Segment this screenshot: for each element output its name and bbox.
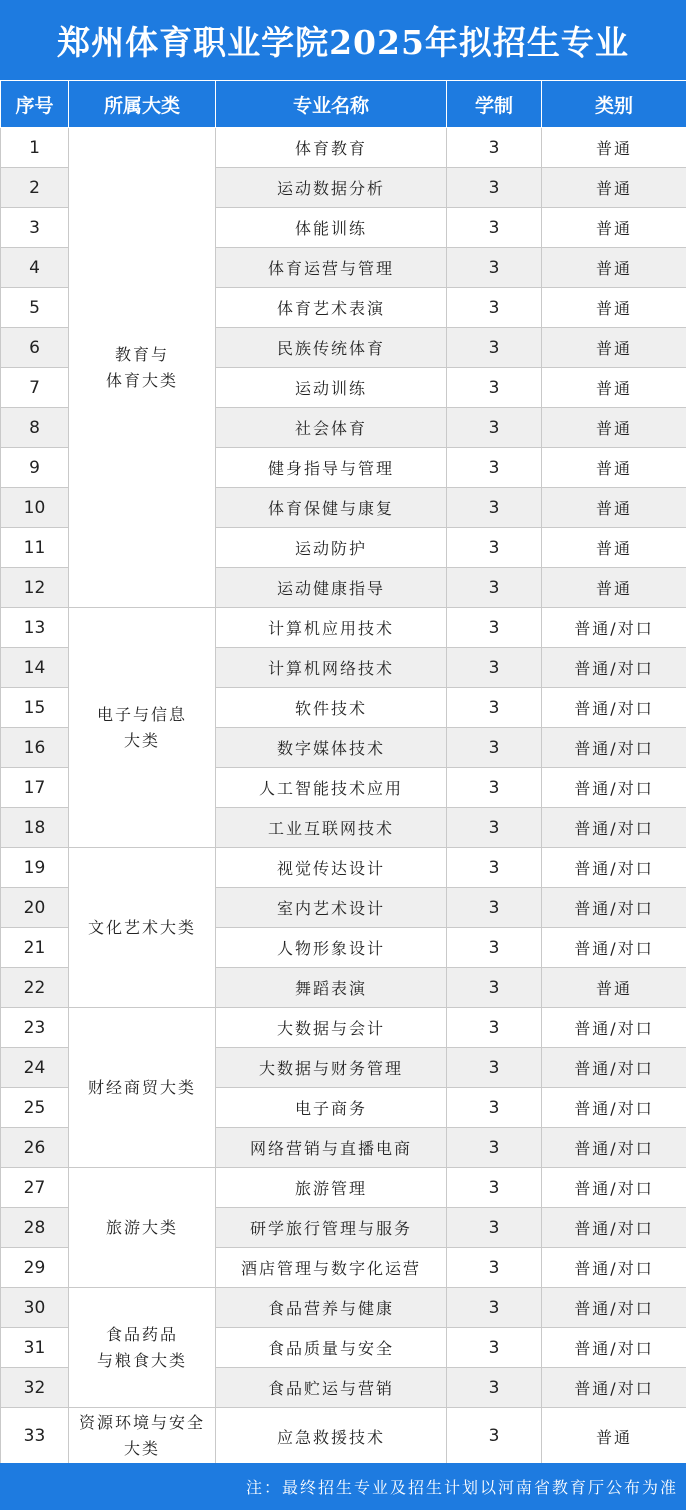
row-number: 7 (1, 368, 69, 408)
study-years: 3 (447, 808, 542, 848)
major-name: 计算机应用技术 (216, 608, 447, 648)
row-number: 15 (1, 688, 69, 728)
major-name: 运动健康指导 (216, 568, 447, 608)
category-cell: 文化艺术大类 (69, 848, 216, 1008)
study-years: 3 (447, 968, 542, 1008)
category-cell: 旅游大类 (69, 1168, 216, 1288)
header-years: 学制 (447, 81, 542, 128)
study-years: 3 (447, 688, 542, 728)
study-years: 3 (447, 328, 542, 368)
study-years: 3 (447, 368, 542, 408)
row-number: 10 (1, 488, 69, 528)
row-number: 18 (1, 808, 69, 848)
study-years: 3 (447, 128, 542, 168)
major-name: 人物形象设计 (216, 928, 447, 968)
row-number: 9 (1, 448, 69, 488)
enrollment-type: 普通/对口 (542, 688, 686, 728)
row-number: 6 (1, 328, 69, 368)
enrollment-type: 普通/对口 (542, 608, 686, 648)
enrollment-type: 普通/对口 (542, 1368, 686, 1408)
major-name: 社会体育 (216, 408, 447, 448)
row-number: 26 (1, 1128, 69, 1168)
table-row (1, 848, 686, 888)
row-number: 33 (1, 1408, 69, 1465)
row-number: 23 (1, 1008, 69, 1048)
table-row (1, 128, 686, 168)
study-years: 3 (447, 1208, 542, 1248)
enrollment-type: 普通 (542, 208, 686, 248)
enrollment-type: 普通 (542, 1408, 686, 1465)
major-name: 体能训练 (216, 208, 447, 248)
category-cell: 电子与信息 大类 (69, 608, 216, 848)
major-name: 应急救援技术 (216, 1408, 447, 1465)
row-number: 19 (1, 848, 69, 888)
enrollment-type: 普通 (542, 368, 686, 408)
row-number: 12 (1, 568, 69, 608)
enrollment-type: 普通/对口 (542, 648, 686, 688)
study-years: 3 (447, 168, 542, 208)
enrollment-type: 普通/对口 (542, 1048, 686, 1088)
category-cell: 资源环境与安全 大类 (69, 1408, 216, 1465)
enrollment-type: 普通 (542, 248, 686, 288)
row-number: 13 (1, 608, 69, 648)
enrollment-type: 普通/对口 (542, 848, 686, 888)
enrollment-type: 普通 (542, 128, 686, 168)
study-years: 3 (447, 1048, 542, 1088)
row-number: 4 (1, 248, 69, 288)
header-no: 序号 (1, 81, 69, 128)
row-number: 14 (1, 648, 69, 688)
study-years: 3 (447, 488, 542, 528)
page-title: 郑州体育职业学院2025年拟招生专业 (0, 0, 686, 80)
row-number: 31 (1, 1328, 69, 1368)
major-name: 数字媒体技术 (216, 728, 447, 768)
enrollment-type: 普通/对口 (542, 888, 686, 928)
row-number: 27 (1, 1168, 69, 1208)
row-number: 28 (1, 1208, 69, 1248)
major-name: 运动训练 (216, 368, 447, 408)
major-name: 舞蹈表演 (216, 968, 447, 1008)
major-name: 体育教育 (216, 128, 447, 168)
major-name: 视觉传达设计 (216, 848, 447, 888)
row-number: 16 (1, 728, 69, 768)
study-years: 3 (447, 248, 542, 288)
study-years: 3 (447, 568, 542, 608)
study-years: 3 (447, 1168, 542, 1208)
row-number: 24 (1, 1048, 69, 1088)
major-name: 研学旅行管理与服务 (216, 1208, 447, 1248)
major-name: 酒店管理与数字化运营 (216, 1248, 447, 1288)
study-years: 3 (447, 1288, 542, 1328)
table-header-row (1, 81, 686, 128)
row-number: 20 (1, 888, 69, 928)
row-number: 2 (1, 168, 69, 208)
major-name: 运动数据分析 (216, 168, 447, 208)
study-years: 3 (447, 768, 542, 808)
enrollment-type: 普通/对口 (542, 768, 686, 808)
major-name: 健身指导与管理 (216, 448, 447, 488)
study-years: 3 (447, 288, 542, 328)
enrollment-type: 普通/对口 (542, 1248, 686, 1288)
row-number: 3 (1, 208, 69, 248)
major-name: 运动防护 (216, 528, 447, 568)
enrollment-type: 普通 (542, 488, 686, 528)
enrollment-type: 普通 (542, 568, 686, 608)
major-name: 大数据与财务管理 (216, 1048, 447, 1088)
table-row (1, 1288, 686, 1328)
row-number: 11 (1, 528, 69, 568)
row-number: 25 (1, 1088, 69, 1128)
major-name: 体育运营与管理 (216, 248, 447, 288)
major-name: 工业互联网技术 (216, 808, 447, 848)
category-cell: 食品药品 与粮食大类 (69, 1288, 216, 1408)
enrollment-type: 普通/对口 (542, 1208, 686, 1248)
table-row (1, 1408, 686, 1465)
major-name: 食品质量与安全 (216, 1328, 447, 1368)
study-years: 3 (447, 608, 542, 648)
major-name: 电子商务 (216, 1088, 447, 1128)
major-name: 计算机网络技术 (216, 648, 447, 688)
row-number: 29 (1, 1248, 69, 1288)
row-number: 8 (1, 408, 69, 448)
category-cell: 财经商贸大类 (69, 1008, 216, 1168)
header-category: 所属大类 (69, 81, 216, 128)
study-years: 3 (447, 408, 542, 448)
enrollment-type: 普通/对口 (542, 928, 686, 968)
enrollment-type: 普通 (542, 448, 686, 488)
major-name: 软件技术 (216, 688, 447, 728)
enrollment-type: 普通/对口 (542, 808, 686, 848)
major-name: 体育保健与康复 (216, 488, 447, 528)
enrollment-type: 普通/对口 (542, 1168, 686, 1208)
row-number: 22 (1, 968, 69, 1008)
study-years: 3 (447, 1088, 542, 1128)
major-name: 食品营养与健康 (216, 1288, 447, 1328)
enrollment-type: 普通 (542, 968, 686, 1008)
row-number: 5 (1, 288, 69, 328)
enrollment-type: 普通/对口 (542, 1008, 686, 1048)
row-number: 1 (1, 128, 69, 168)
major-name: 旅游管理 (216, 1168, 447, 1208)
study-years: 3 (447, 728, 542, 768)
row-number: 17 (1, 768, 69, 808)
enrollment-type: 普通/对口 (542, 1288, 686, 1328)
major-name: 人工智能技术应用 (216, 768, 447, 808)
study-years: 3 (447, 928, 542, 968)
category-cell: 教育与 体育大类 (69, 128, 216, 608)
enrollment-type: 普通/对口 (542, 1128, 686, 1168)
row-number: 32 (1, 1368, 69, 1408)
study-years: 3 (447, 888, 542, 928)
major-name: 网络营销与直播电商 (216, 1128, 447, 1168)
enrollment-type: 普通 (542, 528, 686, 568)
table-row (1, 608, 686, 648)
footer-note: 注：最终招生专业及招生计划以河南省教育厅公布为准 (0, 1463, 686, 1510)
study-years: 3 (447, 1408, 542, 1465)
header-major: 专业名称 (216, 81, 447, 128)
study-years: 3 (447, 648, 542, 688)
row-number: 21 (1, 928, 69, 968)
major-name: 大数据与会计 (216, 1008, 447, 1048)
enrollment-type: 普通 (542, 288, 686, 328)
major-name: 室内艺术设计 (216, 888, 447, 928)
study-years: 3 (447, 848, 542, 888)
study-years: 3 (447, 1128, 542, 1168)
study-years: 3 (447, 1008, 542, 1048)
study-years: 3 (447, 528, 542, 568)
enrollment-type: 普通 (542, 328, 686, 368)
table-row (1, 1168, 686, 1208)
enrollment-type: 普通 (542, 168, 686, 208)
enrollment-type: 普通/对口 (542, 1088, 686, 1128)
enrollment-type: 普通/对口 (542, 728, 686, 768)
enrollment-type: 普通 (542, 408, 686, 448)
study-years: 3 (447, 1328, 542, 1368)
major-name: 食品贮运与营销 (216, 1368, 447, 1408)
study-years: 3 (447, 208, 542, 248)
study-years: 3 (447, 1248, 542, 1288)
enrollment-type: 普通/对口 (542, 1328, 686, 1368)
table-row (1, 1008, 686, 1048)
table-body (1, 128, 686, 1465)
major-name: 体育艺术表演 (216, 288, 447, 328)
study-years: 3 (447, 1368, 542, 1408)
row-number: 30 (1, 1288, 69, 1328)
study-years: 3 (447, 448, 542, 488)
major-name: 民族传统体育 (216, 328, 447, 368)
header-type: 类别 (542, 81, 686, 128)
majors-table (0, 80, 686, 1465)
